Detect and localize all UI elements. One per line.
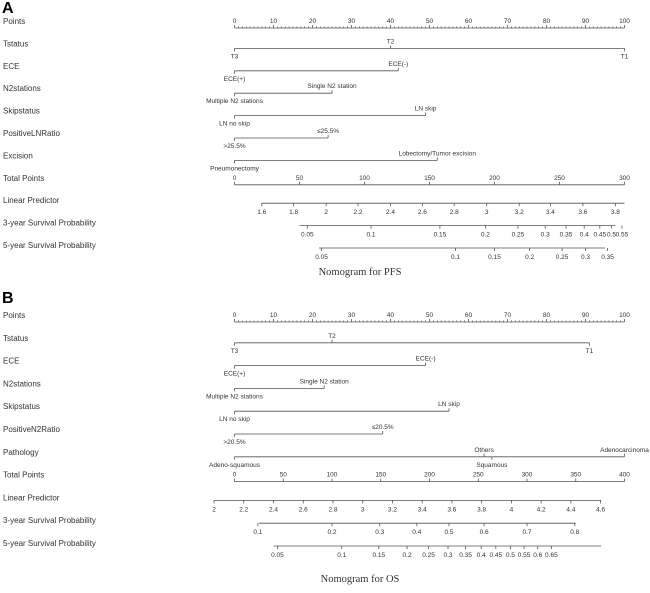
- row-ece: [3, 61, 408, 83]
- total-points-tick-label: 200: [424, 471, 435, 479]
- row-label-positivelnratio: PositiveLNRatio: [3, 129, 60, 138]
- tstatus-category-label-t1: T1: [585, 347, 594, 355]
- total-points-tick-label: 0: [232, 174, 237, 182]
- points-tick-label: 40: [386, 312, 395, 319]
- total-points-tick-label: 150: [375, 471, 387, 479]
- row-n2stations: [3, 378, 349, 400]
- linear-predictor-tick-label: 2.6: [298, 506, 308, 514]
- total-points-tick-label: 50: [295, 174, 304, 182]
- row-total-points: [3, 174, 630, 185]
- 5-year-survival-probability-tick-label: 0.25: [555, 254, 569, 261]
- 3-year-survival-probability-tick-label: 0.1: [253, 529, 263, 537]
- 3-year-survival-probability-tick-label: 0.4: [579, 231, 589, 239]
- row-label-pathology: Pathology: [3, 447, 39, 457]
- 3-year-survival-probability-tick-label: 0.2: [480, 231, 490, 239]
- linear-predictor-tick-label: 4.6: [596, 506, 606, 514]
- linear-predictor-tick-label: 4.4: [566, 506, 576, 514]
- row-label-5-year-survival-probability: 5-year Survival Probability: [3, 241, 96, 250]
- row-label-positiven2ratio: PositiveN2Ratio: [3, 425, 60, 434]
- pathology-category-label-adenocarcinoma: Adenocarcinoma: [600, 446, 649, 454]
- 5-year-survival-probability-tick-label: 0.05: [315, 254, 328, 261]
- row-label-3-year-survival-probability: 3-year Survival Probability: [3, 218, 96, 228]
- total-points-tick-label: 100: [359, 174, 370, 182]
- points-tick-label: 10: [269, 312, 278, 319]
- row-label-5-year-survival-probability: 5-year Survival Probability: [3, 539, 96, 548]
- points-tick-label: 50: [425, 312, 434, 319]
- linear-predictor-tick-label: 3: [484, 209, 489, 217]
- 5-year-survival-probability-tick-label: 0.3: [580, 254, 591, 261]
- row-label-total-points: Total Points: [3, 470, 45, 480]
- row-points: [3, 17, 630, 28]
- total-points-tick-label: 300: [521, 471, 533, 479]
- 3-year-survival-probability-tick-label: 0.1: [366, 231, 376, 239]
- row-ece: [3, 356, 436, 378]
- positiven2ratio-category-label-20-5: ≤20.5%: [371, 424, 394, 431]
- n2stations-category-label-multiple-n2-stations: Multiple N2 stations: [206, 98, 263, 106]
- row-5-year-survival-probability: [3, 241, 614, 261]
- tstatus-category-label-t3: T3: [230, 53, 239, 61]
- total-points-tick-label: 50: [279, 471, 287, 479]
- linear-predictor-tick-label: 1.8: [289, 209, 299, 217]
- linear-predictor-tick-label: 1.6: [257, 209, 267, 217]
- skipstatus-category-label-ln-skip: LN skip: [414, 105, 437, 113]
- points-tick-label: 80: [542, 18, 551, 25]
- 5-year-survival-probability-tick-label: 0.6: [533, 552, 543, 559]
- points-tick-label: 60: [464, 312, 473, 319]
- linear-predictor-tick-label: 2.8: [328, 506, 338, 514]
- linear-predictor-tick-label: 3.4: [545, 209, 555, 217]
- points-tick-label: 20: [308, 312, 317, 319]
- linear-predictor-tick-label: 2.2: [353, 209, 363, 217]
- row-label-linear-predictor: Linear Predictor: [3, 493, 60, 503]
- total-points-tick-label: 250: [554, 174, 565, 182]
- total-points-tick-label: 100: [326, 471, 338, 479]
- linear-predictor-tick-label: 3.6: [578, 209, 588, 217]
- 5-year-survival-probability-tick-label: 0.1: [450, 254, 461, 261]
- 3-year-survival-probability-tick-label: 0.55: [615, 231, 629, 239]
- points-tick-label: 90: [581, 18, 590, 25]
- row-label-total-points: Total Points: [3, 173, 45, 183]
- 5-year-survival-probability-tick-label: 0.15: [372, 552, 386, 559]
- 3-year-survival-probability-tick-label: 0.45: [593, 231, 607, 239]
- linear-predictor-tick-label: 2: [212, 506, 216, 514]
- linear-predictor-tick-label: 3.2: [514, 209, 524, 217]
- points-tick-label: 80: [542, 312, 551, 319]
- points-tick-label: 0: [232, 312, 237, 319]
- 5-year-survival-probability-tick-label: 0.2: [525, 254, 535, 261]
- positiven2ratio-category-label-20-5: >20.5%: [223, 439, 246, 446]
- total-points-tick-label: 250: [472, 471, 484, 479]
- total-points-tick-label: 400: [619, 471, 630, 479]
- row-label-n2stations: N2stations: [3, 379, 41, 389]
- points-tick-label: 100: [619, 18, 630, 25]
- row-positivelnratio: [3, 128, 339, 150]
- linear-predictor-tick-label: 2: [324, 209, 328, 217]
- 3-year-survival-probability-tick-label: 0.5: [606, 231, 617, 239]
- total-points-tick-label: 350: [570, 471, 582, 479]
- points-tick-label: 50: [425, 18, 434, 25]
- row-linear-predictor: [3, 493, 606, 513]
- row-5-year-survival-probability: [3, 539, 601, 559]
- chart-title-os: Nomogram for OS: [320, 574, 400, 585]
- linear-predictor-tick-label: 3.8: [477, 506, 487, 514]
- 5-year-survival-probability-tick-label: 0.15: [488, 254, 501, 261]
- row-positiven2ratio: [3, 424, 394, 446]
- tstatus-category-label-t1: T1: [620, 53, 629, 61]
- total-points-tick-label: 300: [619, 174, 630, 182]
- 5-year-survival-probability-tick-label: 0.35: [459, 552, 472, 559]
- row-excision: [3, 150, 476, 172]
- linear-predictor-tick-label: 2.4: [385, 209, 396, 217]
- row-label-ece: ECE: [3, 356, 20, 366]
- 5-year-survival-probability-tick-label: 0.4: [476, 552, 486, 559]
- 3-year-survival-probability-tick-label: 0.2: [327, 529, 337, 537]
- 3-year-survival-probability-tick-label: 0.4: [412, 529, 422, 537]
- points-tick-label: 30: [347, 18, 356, 25]
- 5-year-survival-probability-tick-label: 0.55: [517, 552, 531, 559]
- chart-title-pfs: Nomogram for PFS: [318, 267, 402, 278]
- 3-year-survival-probability-tick-label: 0.15: [433, 231, 447, 239]
- skipstatus-category-label-ln-no-skip: LN no skip: [219, 416, 250, 424]
- 3-year-survival-probability-tick-label: 0.3: [375, 529, 385, 537]
- linear-predictor-tick-label: 3.2: [387, 506, 397, 514]
- panel-b-nomogram-os: [2, 290, 649, 585]
- 3-year-survival-probability-tick-label: 0.25: [511, 231, 525, 239]
- tstatus-category-label-t3: T3: [230, 347, 239, 355]
- 5-year-survival-probability-tick-label: 0.5: [505, 552, 515, 559]
- 5-year-survival-probability-tick-label: 0.45: [489, 552, 503, 559]
- panel-letter-b: B: [2, 290, 14, 307]
- panel-a-nomogram-pfs: [2, 0, 630, 278]
- row-linear-predictor: [3, 196, 625, 216]
- linear-predictor-tick-label: 2.6: [417, 209, 427, 217]
- row-label-skipstatus: Skipstatus: [3, 402, 40, 412]
- tstatus-category-label-t2: T2: [328, 332, 336, 340]
- linear-predictor-tick-label: 4.2: [536, 506, 546, 514]
- pathology-category-label-others: Others: [474, 446, 494, 454]
- 3-year-survival-probability-tick-label: 0.8: [570, 529, 580, 537]
- ece-category-label-ece: ECE(+): [223, 370, 246, 378]
- row-tstatus: [3, 333, 594, 355]
- 5-year-survival-probability-tick-label: 0.3: [443, 552, 453, 559]
- row-3-year-survival-probability: [3, 516, 580, 536]
- 5-year-survival-probability-tick-label: 0.1: [337, 552, 347, 559]
- 5-year-survival-probability-tick-label: 0.65: [545, 552, 558, 559]
- row-skipstatus: [3, 401, 460, 423]
- points-tick-label: 40: [386, 18, 395, 25]
- row-label-tstatus: Tstatus: [3, 333, 29, 343]
- n2stations-category-label-single-n2-station: Single N2 station: [299, 378, 349, 386]
- row-label-3-year-survival-probability: 3-year Survival Probability: [3, 516, 96, 526]
- row-label-n2stations: N2stations: [3, 84, 41, 94]
- points-tick-label: 30: [347, 312, 356, 319]
- tstatus-category-label-t2: T2: [386, 38, 395, 46]
- pathology-category-label-squamous: Squamous: [476, 461, 508, 469]
- 5-year-survival-probability-tick-label: 0.05: [271, 552, 284, 559]
- row-label-points: Points: [3, 311, 26, 320]
- points-tick-label: 70: [503, 312, 512, 319]
- points-tick-label: 100: [619, 312, 630, 319]
- row-tstatus: [3, 38, 629, 60]
- linear-predictor-tick-label: 3.8: [610, 209, 620, 217]
- excision-category-label-lobectomy-tumor-excision: Lobectomy/Tumor excision: [398, 150, 477, 158]
- skipstatus-category-label-ln-skip: LN skip: [438, 401, 460, 409]
- row-skipstatus: [3, 106, 437, 128]
- n2stations-category-label-multiple-n2-stations: Multiple N2 stations: [206, 393, 263, 401]
- ece-category-label-ece: ECE(-): [415, 355, 436, 363]
- ece-category-label-ece: ECE(+): [223, 75, 246, 83]
- linear-predictor-tick-label: 2.8: [449, 209, 459, 217]
- total-points-tick-label: 150: [424, 174, 435, 182]
- excision-category-label-pneumonectomy: Pneumonectomy: [210, 165, 259, 173]
- points-tick-label: 60: [464, 18, 473, 25]
- linear-predictor-tick-label: 3.6: [447, 506, 457, 514]
- points-tick-label: 20: [308, 18, 317, 25]
- 5-year-survival-probability-tick-label: 0.2: [402, 552, 412, 559]
- skipstatus-category-label-ln-no-skip: LN no skip: [219, 120, 250, 128]
- row-label-skipstatus: Skipstatus: [3, 106, 40, 116]
- row-pathology: [3, 447, 649, 469]
- 3-year-survival-probability-tick-label: 0.6: [479, 529, 489, 537]
- linear-predictor-tick-label: 3.4: [417, 506, 427, 514]
- n2stations-category-label-single-n2-station: Single N2 station: [307, 83, 357, 91]
- linear-predictor-tick-label: 3: [360, 506, 365, 514]
- linear-predictor-tick-label: 2.4: [268, 506, 279, 514]
- total-points-tick-label: 0: [232, 471, 237, 479]
- points-tick-label: 90: [581, 312, 590, 319]
- row-label-tstatus: Tstatus: [3, 39, 29, 49]
- points-tick-label: 70: [503, 18, 512, 25]
- 3-year-survival-probability-tick-label: 0.7: [522, 529, 532, 537]
- positivelnratio-category-label-25-5: ≤25.5%: [317, 128, 340, 135]
- total-points-tick-label: 200: [489, 174, 500, 182]
- panel-letter-a: A: [2, 0, 14, 17]
- row-label-linear-predictor: Linear Predictor: [3, 196, 60, 206]
- 3-year-survival-probability-tick-label: 0.05: [300, 231, 314, 239]
- row-label-ece: ECE: [3, 61, 20, 71]
- ece-category-label-ece: ECE(-): [388, 60, 409, 68]
- row-3-year-survival-probability: [3, 219, 629, 239]
- 3-year-survival-probability-tick-label: 0.3: [540, 231, 550, 239]
- row-points: [3, 311, 630, 322]
- 3-year-survival-probability-tick-label: 0.5: [444, 529, 454, 537]
- 5-year-survival-probability-tick-label: 0.25: [422, 552, 435, 559]
- positivelnratio-category-label-25-5: >25.5%: [223, 143, 246, 150]
- points-tick-label: 10: [269, 18, 278, 25]
- points-tick-label: 0: [232, 18, 237, 25]
- row-label-points: Points: [3, 17, 26, 26]
- row-n2stations: [3, 83, 357, 105]
- 3-year-survival-probability-tick-label: 0.35: [559, 231, 573, 239]
- linear-predictor-tick-label: 2.2: [239, 506, 249, 514]
- linear-predictor-tick-label: 4: [509, 506, 514, 514]
- row-total-points: [3, 471, 630, 482]
- pathology-category-label-adeno-squamous: Adeno-squamous: [209, 461, 260, 469]
- 5-year-survival-probability-tick-label: 0.35: [601, 254, 614, 261]
- row-label-excision: Excision: [3, 151, 33, 161]
